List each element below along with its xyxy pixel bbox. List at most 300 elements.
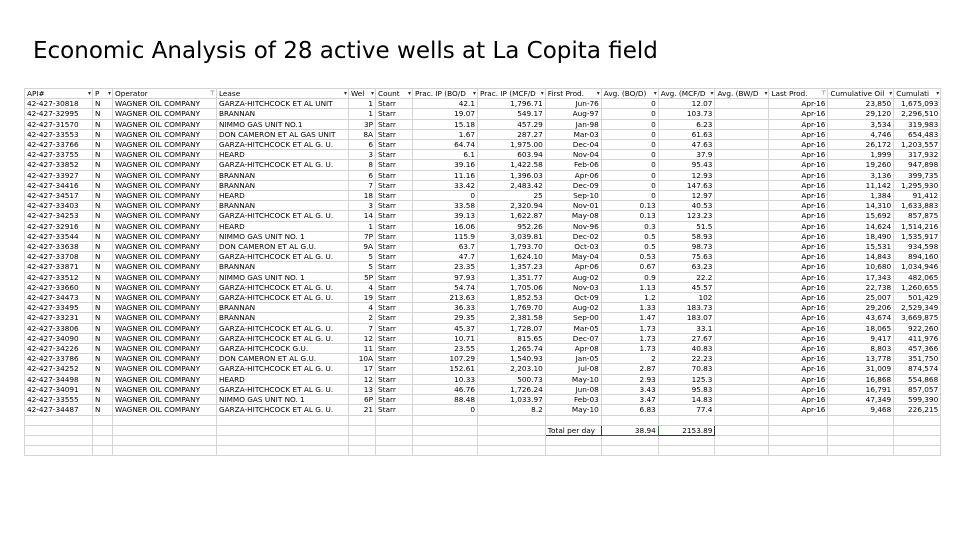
cell-lease[interactable]: GARZA-HITCHCOCK ET AL G. U.: [217, 252, 349, 262]
cell-operator[interactable]: WAGNER OIL COMPANY: [113, 405, 217, 415]
cell-county[interactable]: Starr: [376, 221, 413, 231]
column-header-first-prod[interactable]: [545, 89, 601, 99]
filter-dropdown-icon[interactable]: ▾: [710, 90, 714, 97]
cell-avg-water[interactable]: [715, 160, 769, 170]
empty-cell[interactable]: [769, 415, 828, 425]
cell-first-prod[interactable]: May-10: [545, 374, 601, 384]
cell-last-prod[interactable]: Apr-16: [769, 221, 828, 231]
cell-avg-water[interactable]: [715, 313, 769, 323]
empty-cell[interactable]: [113, 425, 217, 435]
filter-dropdown-icon[interactable]: ▾: [936, 90, 940, 97]
cell-cum-oil[interactable]: 11,142: [828, 180, 894, 190]
cell-county[interactable]: Starr: [376, 231, 413, 241]
cell-county[interactable]: Starr: [376, 201, 413, 211]
cell-avg-oil[interactable]: 0: [601, 119, 658, 129]
cell-cum-gas[interactable]: 399,735: [894, 170, 941, 180]
cell-county[interactable]: Starr: [376, 211, 413, 221]
cell-first-prod[interactable]: Jan-98: [545, 119, 601, 129]
cell-prac-ip-gas[interactable]: 2,203.10: [478, 364, 546, 374]
filter-dropdown-icon[interactable]: ▾: [407, 90, 411, 97]
cell-cum-oil[interactable]: 47,349: [828, 395, 894, 405]
cell-well[interactable]: 3P: [349, 119, 376, 129]
cell-avg-gas[interactable]: 61.63: [658, 129, 715, 139]
cell-first-prod[interactable]: Feb-03: [545, 395, 601, 405]
cell-lease[interactable]: HEARD: [217, 191, 349, 201]
cell-prac-ip-oil[interactable]: 45.37: [413, 323, 478, 333]
cell-prac-ip-gas[interactable]: 1,793.70: [478, 242, 546, 252]
cell-cum-oil[interactable]: 14,624: [828, 221, 894, 231]
cell-api[interactable]: 42-427-33555: [25, 395, 93, 405]
cell-lease[interactable]: HEARD: [217, 221, 349, 231]
cell-operator[interactable]: WAGNER OIL COMPANY: [113, 384, 217, 394]
column-header-county[interactable]: [376, 89, 413, 99]
cell-p[interactable]: N: [93, 252, 113, 262]
cell-api[interactable]: 42-427-34416: [25, 180, 93, 190]
cell-cum-oil[interactable]: 10,680: [828, 262, 894, 272]
cell-p[interactable]: N: [93, 272, 113, 282]
cell-operator[interactable]: WAGNER OIL COMPANY: [113, 374, 217, 384]
empty-cell[interactable]: [828, 446, 894, 456]
cell-cum-oil[interactable]: 43,674: [828, 313, 894, 323]
cell-well[interactable]: 4: [349, 282, 376, 292]
cell-last-prod[interactable]: Apr-16: [769, 201, 828, 211]
empty-cell[interactable]: [715, 446, 769, 456]
cell-prac-ip-gas[interactable]: 1,422.58: [478, 160, 546, 170]
cell-cum-oil[interactable]: 25,007: [828, 293, 894, 303]
column-header-avg-gas[interactable]: [658, 89, 715, 99]
cell-well[interactable]: 7: [349, 323, 376, 333]
cell-p[interactable]: N: [93, 313, 113, 323]
cell-operator[interactable]: WAGNER OIL COMPANY: [113, 191, 217, 201]
cell-county[interactable]: Starr: [376, 180, 413, 190]
cell-avg-oil[interactable]: 0.67: [601, 262, 658, 272]
cell-county[interactable]: Starr: [376, 333, 413, 343]
cell-last-prod[interactable]: Apr-16: [769, 293, 828, 303]
cell-api[interactable]: 42-427-33231: [25, 313, 93, 323]
cell-p[interactable]: N: [93, 303, 113, 313]
cell-prac-ip-gas[interactable]: 2,381.58: [478, 313, 546, 323]
cell-prac-ip-gas[interactable]: 1,728.07: [478, 323, 546, 333]
cell-cum-gas[interactable]: 1,034,946: [894, 262, 941, 272]
cell-lease[interactable]: HEARD: [217, 374, 349, 384]
cell-cum-gas[interactable]: 1,295,930: [894, 180, 941, 190]
cell-well[interactable]: 1: [349, 99, 376, 109]
cell-cum-oil[interactable]: 15,692: [828, 211, 894, 221]
cell-p[interactable]: N: [93, 129, 113, 139]
filter-dropdown-icon[interactable]: ⊤: [821, 90, 827, 97]
cell-cum-gas[interactable]: 482,065: [894, 272, 941, 282]
cell-avg-water[interactable]: [715, 119, 769, 129]
cell-last-prod[interactable]: Apr-16: [769, 160, 828, 170]
empty-cell[interactable]: [217, 425, 349, 435]
cell-well[interactable]: 6: [349, 170, 376, 180]
cell-p[interactable]: N: [93, 191, 113, 201]
cell-last-prod[interactable]: Apr-16: [769, 170, 828, 180]
cell-cum-gas[interactable]: 874,574: [894, 364, 941, 374]
cell-county[interactable]: Starr: [376, 395, 413, 405]
cell-cum-oil[interactable]: 9,417: [828, 333, 894, 343]
cell-avg-gas[interactable]: 12.97: [658, 191, 715, 201]
cell-cum-oil[interactable]: 15,531: [828, 242, 894, 252]
empty-cell[interactable]: [93, 435, 113, 445]
empty-cell[interactable]: [894, 415, 941, 425]
cell-avg-oil[interactable]: 0: [601, 170, 658, 180]
cell-operator[interactable]: WAGNER OIL COMPANY: [113, 129, 217, 139]
cell-operator[interactable]: WAGNER OIL COMPANY: [113, 252, 217, 262]
cell-api[interactable]: 42-427-33852: [25, 160, 93, 170]
cell-county[interactable]: Starr: [376, 160, 413, 170]
empty-cell[interactable]: [715, 435, 769, 445]
cell-cum-gas[interactable]: 457,366: [894, 344, 941, 354]
empty-cell[interactable]: [113, 435, 217, 445]
cell-cum-gas[interactable]: 947,898: [894, 160, 941, 170]
cell-prac-ip-oil[interactable]: 1.67: [413, 129, 478, 139]
cell-p[interactable]: N: [93, 119, 113, 129]
empty-cell[interactable]: [769, 425, 828, 435]
cell-prac-ip-oil[interactable]: 115.9: [413, 231, 478, 241]
cell-first-prod[interactable]: May-10: [545, 405, 601, 415]
cell-lease[interactable]: GARZA-HITCHCOCK ET AL G. U.: [217, 293, 349, 303]
cell-avg-oil[interactable]: 6.83: [601, 405, 658, 415]
cell-county[interactable]: Starr: [376, 364, 413, 374]
cell-prac-ip-gas[interactable]: 25: [478, 191, 546, 201]
cell-cum-oil[interactable]: 31,009: [828, 364, 894, 374]
cell-p[interactable]: N: [93, 282, 113, 292]
cell-prac-ip-gas[interactable]: 1,396.03: [478, 170, 546, 180]
cell-avg-gas[interactable]: 27.67: [658, 333, 715, 343]
cell-cum-oil[interactable]: 13,778: [828, 354, 894, 364]
cell-last-prod[interactable]: Apr-16: [769, 191, 828, 201]
cell-county[interactable]: Starr: [376, 252, 413, 262]
filter-dropdown-icon[interactable]: ⊤: [209, 90, 215, 97]
cell-avg-oil[interactable]: 1.13: [601, 282, 658, 292]
cell-prac-ip-oil[interactable]: 23.35: [413, 262, 478, 272]
cell-last-prod[interactable]: Apr-16: [769, 344, 828, 354]
cell-well[interactable]: 10A: [349, 354, 376, 364]
cell-cum-oil[interactable]: 29,120: [828, 109, 894, 119]
cell-api[interactable]: 42-427-32995: [25, 109, 93, 119]
cell-avg-water[interactable]: [715, 323, 769, 333]
cell-prac-ip-oil[interactable]: 213.63: [413, 293, 478, 303]
cell-lease[interactable]: GARZA-HITCHCOCK ET AL G. U.: [217, 140, 349, 150]
cell-prac-ip-oil[interactable]: 46.76: [413, 384, 478, 394]
column-header-prac-ip-oil[interactable]: [413, 89, 478, 99]
cell-operator[interactable]: WAGNER OIL COMPANY: [113, 140, 217, 150]
cell-first-prod[interactable]: Apr-06: [545, 170, 601, 180]
cell-prac-ip-gas[interactable]: 603.94: [478, 150, 546, 160]
cell-cum-oil[interactable]: 22,738: [828, 282, 894, 292]
cell-p[interactable]: N: [93, 221, 113, 231]
cell-prac-ip-oil[interactable]: 6.1: [413, 150, 478, 160]
cell-api[interactable]: 42-427-34091: [25, 384, 93, 394]
empty-cell[interactable]: [545, 415, 601, 425]
cell-prac-ip-gas[interactable]: 500.73: [478, 374, 546, 384]
cell-avg-water[interactable]: [715, 170, 769, 180]
empty-cell[interactable]: [478, 425, 546, 435]
filter-dropdown-icon[interactable]: ▾: [370, 90, 374, 97]
cell-cum-gas[interactable]: 857,057: [894, 384, 941, 394]
cell-avg-oil[interactable]: 0: [601, 160, 658, 170]
cell-api[interactable]: 42-427-34517: [25, 191, 93, 201]
cell-prac-ip-gas[interactable]: 1,852.53: [478, 293, 546, 303]
cell-avg-oil[interactable]: 0.3: [601, 221, 658, 231]
cell-avg-water[interactable]: [715, 364, 769, 374]
cell-avg-gas[interactable]: 75.63: [658, 252, 715, 262]
cell-prac-ip-gas[interactable]: 3,039.81: [478, 231, 546, 241]
cell-lease[interactable]: BRANNAN: [217, 180, 349, 190]
cell-cum-oil[interactable]: 18,065: [828, 323, 894, 333]
cell-p[interactable]: N: [93, 231, 113, 241]
cell-county[interactable]: Starr: [376, 119, 413, 129]
cell-prac-ip-gas[interactable]: 1,624.10: [478, 252, 546, 262]
cell-first-prod[interactable]: Oct-09: [545, 293, 601, 303]
cell-county[interactable]: Starr: [376, 150, 413, 160]
cell-lease[interactable]: GARZA-HITCHCOCK ET AL G. U.: [217, 323, 349, 333]
empty-cell[interactable]: [93, 446, 113, 456]
column-header-avg-oil[interactable]: [601, 89, 658, 99]
cell-operator[interactable]: WAGNER OIL COMPANY: [113, 333, 217, 343]
filter-dropdown-icon[interactable]: ▾: [107, 90, 111, 97]
cell-county[interactable]: Starr: [376, 303, 413, 313]
cell-well[interactable]: 3: [349, 150, 376, 160]
cell-well[interactable]: 8: [349, 160, 376, 170]
cell-avg-gas[interactable]: 22.23: [658, 354, 715, 364]
cell-last-prod[interactable]: Apr-16: [769, 313, 828, 323]
cell-avg-water[interactable]: [715, 282, 769, 292]
cell-prac-ip-gas[interactable]: 287.27: [478, 129, 546, 139]
cell-cum-oil[interactable]: 14,310: [828, 201, 894, 211]
cell-cum-oil[interactable]: 9,468: [828, 405, 894, 415]
cell-prac-ip-gas[interactable]: 1,033.97: [478, 395, 546, 405]
empty-cell[interactable]: [545, 435, 601, 445]
cell-cum-oil[interactable]: 4,746: [828, 129, 894, 139]
empty-cell[interactable]: [113, 415, 217, 425]
empty-cell[interactable]: [478, 415, 546, 425]
cell-lease[interactable]: GARZA-HITCHCOCK ET AL UNIT: [217, 99, 349, 109]
cell-lease[interactable]: NIMMO GAS UNIT NO. 1: [217, 272, 349, 282]
cell-avg-water[interactable]: [715, 333, 769, 343]
cell-county[interactable]: Starr: [376, 354, 413, 364]
cell-cum-oil[interactable]: 16,868: [828, 374, 894, 384]
cell-api[interactable]: 42-427-34090: [25, 333, 93, 343]
empty-cell[interactable]: [217, 446, 349, 456]
cell-api[interactable]: 42-427-33638: [25, 242, 93, 252]
cell-avg-gas[interactable]: 51.5: [658, 221, 715, 231]
cell-well[interactable]: 19: [349, 293, 376, 303]
empty-cell[interactable]: [828, 425, 894, 435]
empty-cell[interactable]: [349, 435, 376, 445]
empty-cell[interactable]: [413, 425, 478, 435]
cell-avg-oil[interactable]: 2.87: [601, 364, 658, 374]
cell-first-prod[interactable]: Jun-08: [545, 384, 601, 394]
cell-avg-water[interactable]: [715, 395, 769, 405]
cell-first-prod[interactable]: Aug-02: [545, 303, 601, 313]
cell-avg-gas[interactable]: 147.63: [658, 180, 715, 190]
cell-p[interactable]: N: [93, 354, 113, 364]
cell-last-prod[interactable]: Apr-16: [769, 150, 828, 160]
cell-prac-ip-gas[interactable]: 1,726.24: [478, 384, 546, 394]
cell-well[interactable]: 5: [349, 252, 376, 262]
empty-cell[interactable]: [413, 435, 478, 445]
cell-county[interactable]: Starr: [376, 313, 413, 323]
cell-avg-oil[interactable]: 0.13: [601, 201, 658, 211]
cell-last-prod[interactable]: Apr-16: [769, 242, 828, 252]
cell-api[interactable]: 42-427-33871: [25, 262, 93, 272]
cell-last-prod[interactable]: Apr-16: [769, 405, 828, 415]
cell-county[interactable]: Starr: [376, 384, 413, 394]
cell-prac-ip-oil[interactable]: 15.18: [413, 119, 478, 129]
empty-cell[interactable]: [413, 415, 478, 425]
cell-cum-gas[interactable]: 91,412: [894, 191, 941, 201]
empty-cell[interactable]: [25, 415, 93, 425]
cell-well[interactable]: 7P: [349, 231, 376, 241]
cell-prac-ip-gas[interactable]: 1,975.00: [478, 140, 546, 150]
cell-avg-gas[interactable]: 98.73: [658, 242, 715, 252]
cell-county[interactable]: Starr: [376, 405, 413, 415]
cell-operator[interactable]: WAGNER OIL COMPANY: [113, 364, 217, 374]
cell-avg-oil[interactable]: 1.73: [601, 323, 658, 333]
cell-operator[interactable]: WAGNER OIL COMPANY: [113, 150, 217, 160]
cell-well[interactable]: 2: [349, 313, 376, 323]
cell-api[interactable]: 42-427-33495: [25, 303, 93, 313]
cell-well[interactable]: 4: [349, 303, 376, 313]
cell-prac-ip-oil[interactable]: 39.16: [413, 160, 478, 170]
cell-prac-ip-gas[interactable]: 815.65: [478, 333, 546, 343]
cell-avg-oil[interactable]: 3.43: [601, 384, 658, 394]
cell-avg-oil[interactable]: 0: [601, 191, 658, 201]
cell-avg-gas[interactable]: 14.83: [658, 395, 715, 405]
cell-well[interactable]: 6P: [349, 395, 376, 405]
cell-cum-oil[interactable]: 14,843: [828, 252, 894, 262]
empty-cell[interactable]: [601, 446, 658, 456]
cell-api[interactable]: 42-427-31570: [25, 119, 93, 129]
cell-avg-oil[interactable]: 0: [601, 109, 658, 119]
empty-cell[interactable]: [349, 425, 376, 435]
cell-avg-water[interactable]: [715, 99, 769, 109]
filter-dropdown-icon[interactable]: ▾: [343, 90, 347, 97]
cell-avg-oil[interactable]: 2.93: [601, 374, 658, 384]
cell-operator[interactable]: WAGNER OIL COMPANY: [113, 160, 217, 170]
cell-p[interactable]: N: [93, 150, 113, 160]
cell-p[interactable]: N: [93, 374, 113, 384]
cell-cum-gas[interactable]: 654,483: [894, 129, 941, 139]
filter-dropdown-icon[interactable]: ▾: [540, 90, 544, 97]
cell-avg-water[interactable]: [715, 384, 769, 394]
empty-cell[interactable]: [715, 425, 769, 435]
cell-prac-ip-oil[interactable]: 0: [413, 191, 478, 201]
total-per-day-label[interactable]: Total per day: [545, 425, 601, 435]
cell-avg-water[interactable]: [715, 191, 769, 201]
cell-operator[interactable]: WAGNER OIL COMPANY: [113, 201, 217, 211]
cell-p[interactable]: N: [93, 293, 113, 303]
filter-dropdown-icon[interactable]: ▾: [653, 90, 657, 97]
cell-cum-gas[interactable]: 501,429: [894, 293, 941, 303]
cell-well[interactable]: 3: [349, 201, 376, 211]
cell-last-prod[interactable]: Apr-16: [769, 384, 828, 394]
cell-p[interactable]: N: [93, 170, 113, 180]
cell-first-prod[interactable]: Mar-05: [545, 323, 601, 333]
cell-operator[interactable]: WAGNER OIL COMPANY: [113, 99, 217, 109]
cell-lease[interactable]: GARZA-HITCHCOCK ET AL G. U.: [217, 333, 349, 343]
cell-lease[interactable]: BRANNAN: [217, 313, 349, 323]
empty-cell[interactable]: [715, 415, 769, 425]
cell-cum-oil[interactable]: 3,534: [828, 119, 894, 129]
cell-avg-gas[interactable]: 12.07: [658, 99, 715, 109]
filter-dropdown-icon[interactable]: ▾: [87, 90, 91, 97]
cell-avg-water[interactable]: [715, 405, 769, 415]
cell-api[interactable]: 42-427-34252: [25, 364, 93, 374]
cell-avg-gas[interactable]: 47.63: [658, 140, 715, 150]
cell-prac-ip-gas[interactable]: 2,483.42: [478, 180, 546, 190]
column-header-last-prod[interactable]: [769, 89, 828, 99]
cell-first-prod[interactable]: Nov-01: [545, 201, 601, 211]
cell-lease[interactable]: GARZA-HITCHCOCK ET AL G. U.: [217, 405, 349, 415]
cell-prac-ip-gas[interactable]: 952.26: [478, 221, 546, 231]
cell-last-prod[interactable]: Apr-16: [769, 262, 828, 272]
cell-well[interactable]: 21: [349, 405, 376, 415]
cell-avg-oil[interactable]: 0.5: [601, 242, 658, 252]
column-header-cum-gas[interactable]: [894, 89, 941, 99]
cell-avg-gas[interactable]: 77.4: [658, 405, 715, 415]
cell-avg-gas[interactable]: 58.93: [658, 231, 715, 241]
cell-api[interactable]: 42-427-34498: [25, 374, 93, 384]
empty-cell[interactable]: [25, 446, 93, 456]
cell-county[interactable]: Starr: [376, 293, 413, 303]
column-header-p[interactable]: [93, 89, 113, 99]
empty-cell[interactable]: [601, 435, 658, 445]
cell-first-prod[interactable]: Dec-04: [545, 140, 601, 150]
cell-api[interactable]: 42-427-34253: [25, 211, 93, 221]
empty-cell[interactable]: [545, 446, 601, 456]
cell-well[interactable]: 6: [349, 140, 376, 150]
cell-avg-oil[interactable]: 0: [601, 140, 658, 150]
cell-last-prod[interactable]: Apr-16: [769, 354, 828, 364]
cell-p[interactable]: N: [93, 333, 113, 343]
cell-p[interactable]: N: [93, 405, 113, 415]
cell-well[interactable]: 5: [349, 262, 376, 272]
cell-avg-oil[interactable]: 0.9: [601, 272, 658, 282]
cell-prac-ip-oil[interactable]: 19.07: [413, 109, 478, 119]
column-header-well[interactable]: [349, 89, 376, 99]
cell-prac-ip-gas[interactable]: 1,540.93: [478, 354, 546, 364]
cell-prac-ip-gas[interactable]: 457.29: [478, 119, 546, 129]
cell-well[interactable]: 1: [349, 221, 376, 231]
cell-lease[interactable]: DON CAMERON ET AL GAS UNIT: [217, 129, 349, 139]
cell-first-prod[interactable]: Apr-06: [545, 262, 601, 272]
cell-county[interactable]: Starr: [376, 282, 413, 292]
cell-last-prod[interactable]: Apr-16: [769, 272, 828, 282]
cell-cum-gas[interactable]: 351,750: [894, 354, 941, 364]
cell-well[interactable]: 12: [349, 333, 376, 343]
cell-cum-gas[interactable]: 317,932: [894, 150, 941, 160]
cell-lease[interactable]: BRANNAN: [217, 201, 349, 211]
cell-avg-gas[interactable]: 63.23: [658, 262, 715, 272]
cell-prac-ip-oil[interactable]: 23.55: [413, 344, 478, 354]
cell-first-prod[interactable]: May-04: [545, 252, 601, 262]
cell-county[interactable]: Starr: [376, 323, 413, 333]
cell-avg-oil[interactable]: 1.47: [601, 313, 658, 323]
cell-prac-ip-oil[interactable]: 10.71: [413, 333, 478, 343]
cell-county[interactable]: Starr: [376, 191, 413, 201]
cell-county[interactable]: Starr: [376, 344, 413, 354]
empty-cell[interactable]: [25, 435, 93, 445]
cell-cum-gas[interactable]: 319,983: [894, 119, 941, 129]
cell-lease[interactable]: GARZA-HITCHCOCK ET AL G. U.: [217, 211, 349, 221]
cell-cum-gas[interactable]: 554,868: [894, 374, 941, 384]
total-gas-per-day[interactable]: 2153.89: [658, 425, 715, 435]
cell-avg-water[interactable]: [715, 303, 769, 313]
cell-lease[interactable]: BRANNAN: [217, 303, 349, 313]
